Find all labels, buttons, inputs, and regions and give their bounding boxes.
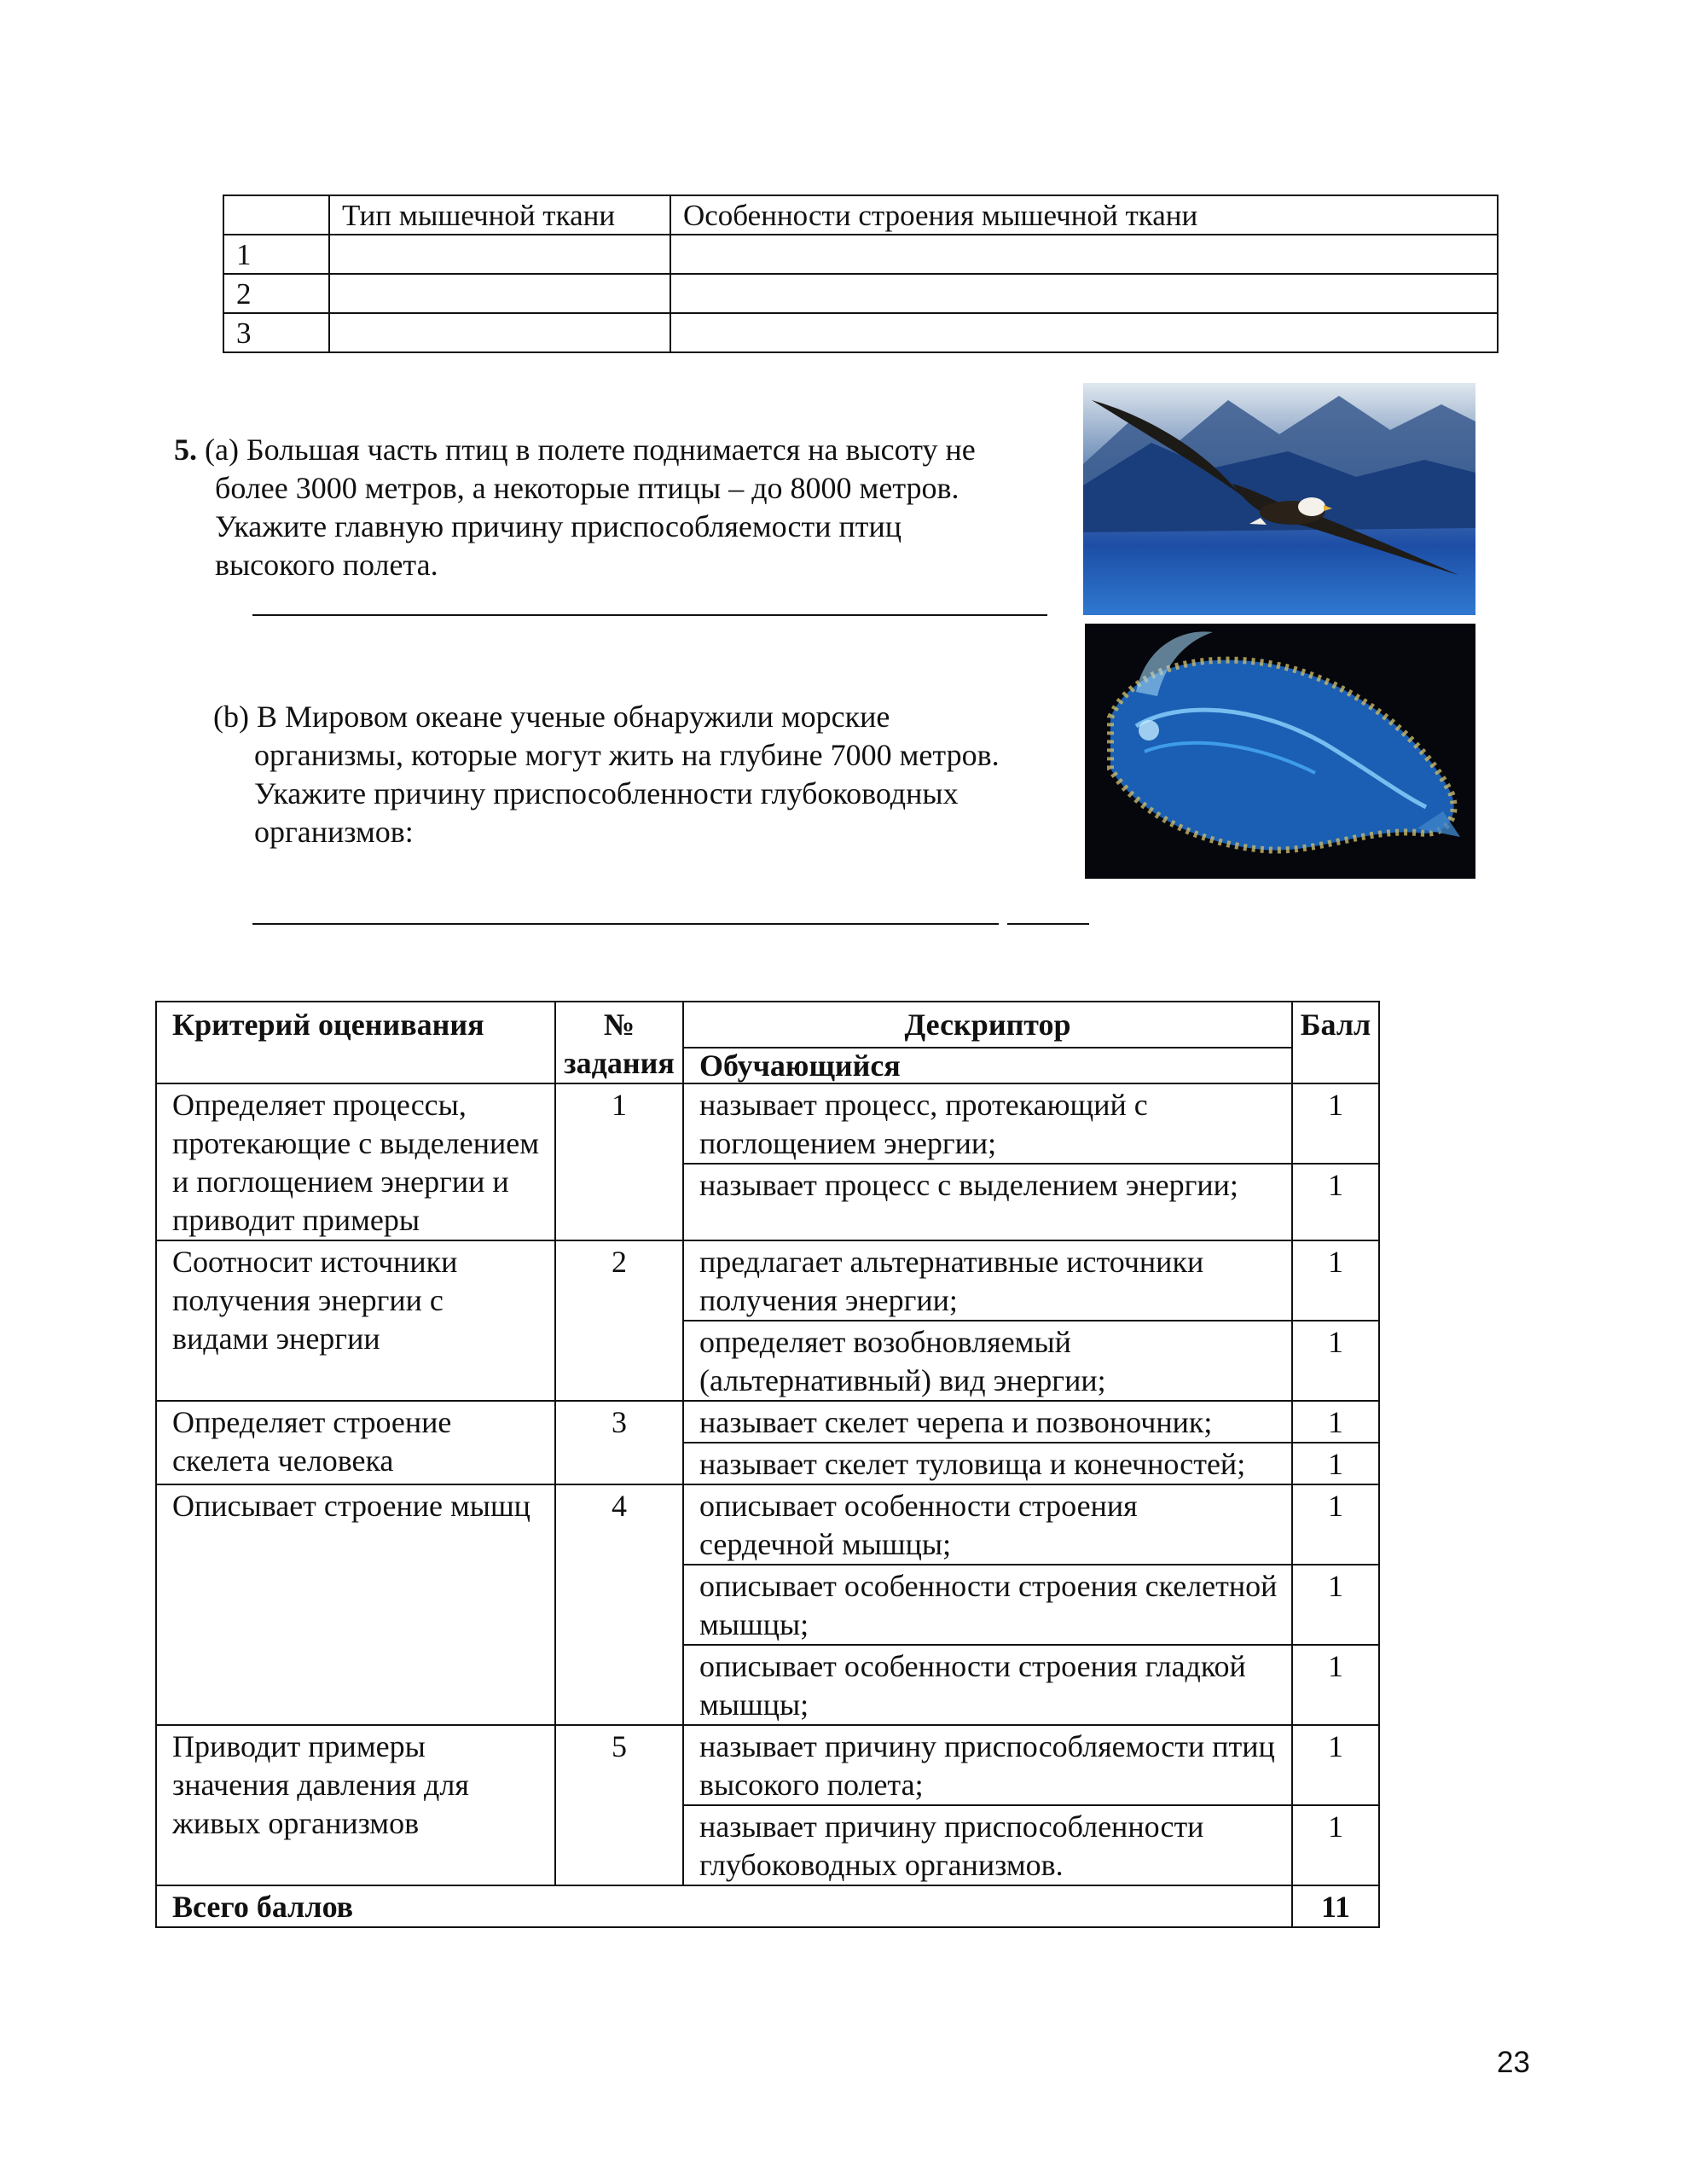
descriptor-cell: называет процесс, протекающий с поглощением энергии;: [683, 1083, 1292, 1164]
criterion-header: Критерий оценивания: [156, 1002, 555, 1083]
question-5b-text: организмы, которые могут жить на глубине 7000 метров.: [254, 738, 1000, 772]
descriptor-cell: называет причину приспособляемости птиц высокого полета;: [683, 1725, 1292, 1805]
table-row: [223, 313, 1498, 352]
total-row: [156, 1885, 1379, 1927]
score-cell: 1: [1292, 1401, 1379, 1443]
score-cell: 1: [1292, 1321, 1379, 1401]
task-number-cell: 3: [555, 1401, 683, 1484]
question-5b-first-line: (b) В Мировом океане ученые обнаружили морские: [213, 700, 890, 734]
table-header-row: [223, 195, 1498, 235]
descriptor-cell: описывает особенности строения сердечной мышцы;: [683, 1484, 1292, 1565]
task-number-cell: 2: [555, 1240, 683, 1401]
descriptor-header: Дескриптор: [683, 1002, 1292, 1048]
task-number-header: № задания: [555, 1002, 683, 1083]
descriptor-cell: называет процесс с выделением энергии;: [683, 1164, 1292, 1240]
criterion-cell: Описывает строение мышц: [156, 1484, 555, 1725]
score-cell: 1: [1292, 1484, 1379, 1565]
table-cell: [670, 274, 1498, 313]
descriptor-cell: описывает особенности строения скелетной мышцы;: [683, 1565, 1292, 1645]
table-header-cell: Особенности строения мышечной ткани: [670, 195, 1498, 235]
table-cell: [670, 235, 1498, 274]
answer-line-5b[interactable]: [252, 923, 999, 925]
score-cell: 1: [1292, 1164, 1379, 1240]
criterion-cell: Приводит примеры значения давления для живых организмов: [156, 1725, 555, 1885]
table-header-cell: Тип мышечной ткани: [329, 195, 670, 235]
task-number-cell: 5: [555, 1725, 683, 1885]
criterion-cell: Определяет строение скелета человека: [156, 1401, 555, 1484]
table-header-cell: [223, 195, 329, 235]
row-number: 3: [223, 313, 329, 352]
descriptor-cell: предлагает альтернативные источники получения энергии;: [683, 1240, 1292, 1321]
descriptor-cell: описывает особенности строения гладкой мышцы;: [683, 1645, 1292, 1725]
table-row: [156, 1083, 1379, 1164]
score-cell: 1: [1292, 1645, 1379, 1725]
rubric-header-row: [156, 1002, 1379, 1048]
question-5a-first-line: (a) Большая часть птиц в полете поднимается на высоту не: [205, 433, 976, 467]
table-row: [156, 1725, 1379, 1805]
descriptor-cell: называет скелет черепа и позвоночник;: [683, 1401, 1292, 1443]
score-header: Балл: [1292, 1002, 1379, 1083]
table-row: [223, 235, 1498, 274]
page-number: 23: [1497, 2046, 1530, 2079]
question-5b: [213, 698, 1100, 851]
score-cell: 1: [1292, 1443, 1379, 1484]
row-number: 1: [223, 235, 329, 274]
table-row: [223, 274, 1498, 313]
answer-line-5a[interactable]: [252, 614, 1047, 616]
total-score: 11: [1292, 1885, 1379, 1927]
descriptor-cell: называет причину приспособленности глубоководных организмов.: [683, 1805, 1292, 1885]
table-row: [156, 1484, 1379, 1565]
table-cell: [329, 274, 670, 313]
task-number-cell: 4: [555, 1484, 683, 1725]
score-cell: 1: [1292, 1805, 1379, 1885]
question-5b-prompt: Укажите причину приспособленности глубоководных организмов:: [254, 776, 959, 849]
question-5a-text: более 3000 метров, а некоторые птицы – до 8000 метров. Укажите главную причину приспособляемости птиц высокого полета.: [215, 471, 959, 582]
row-number: 2: [223, 274, 329, 313]
score-cell: 1: [1292, 1083, 1379, 1164]
criterion-cell: Определяет процессы, протекающие с выделением и поглощением энергии и приводит примеры: [156, 1083, 555, 1240]
question-number: 5.: [174, 433, 197, 467]
descriptor-cell: называет скелет туловища и конечностей;: [683, 1443, 1292, 1484]
score-cell: 1: [1292, 1565, 1379, 1645]
answer-line-5b-extra[interactable]: [1007, 923, 1089, 925]
score-cell: 1: [1292, 1725, 1379, 1805]
assessment-rubric-table: [155, 1001, 1380, 1928]
table-cell: [670, 313, 1498, 352]
table-cell: [329, 313, 670, 352]
criterion-cell: Соотносит источники получения энергии с видами энергии: [156, 1240, 555, 1401]
muscle-tissue-table: [223, 195, 1499, 353]
table-cell: [329, 235, 670, 274]
descriptor-cell: определяет возобновляемый (альтернативный) вид энергии;: [683, 1321, 1292, 1401]
question-5a: [174, 431, 1061, 584]
score-cell: 1: [1292, 1240, 1379, 1321]
task-number-cell: 1: [555, 1083, 683, 1240]
eagle-photo: [1083, 383, 1475, 615]
deep-sea-fish-photo: [1085, 624, 1475, 879]
table-row: [156, 1240, 1379, 1321]
table-row: [156, 1401, 1379, 1443]
learner-header: Обучающийся: [683, 1048, 1292, 1083]
total-label: Всего баллов: [156, 1885, 1292, 1927]
